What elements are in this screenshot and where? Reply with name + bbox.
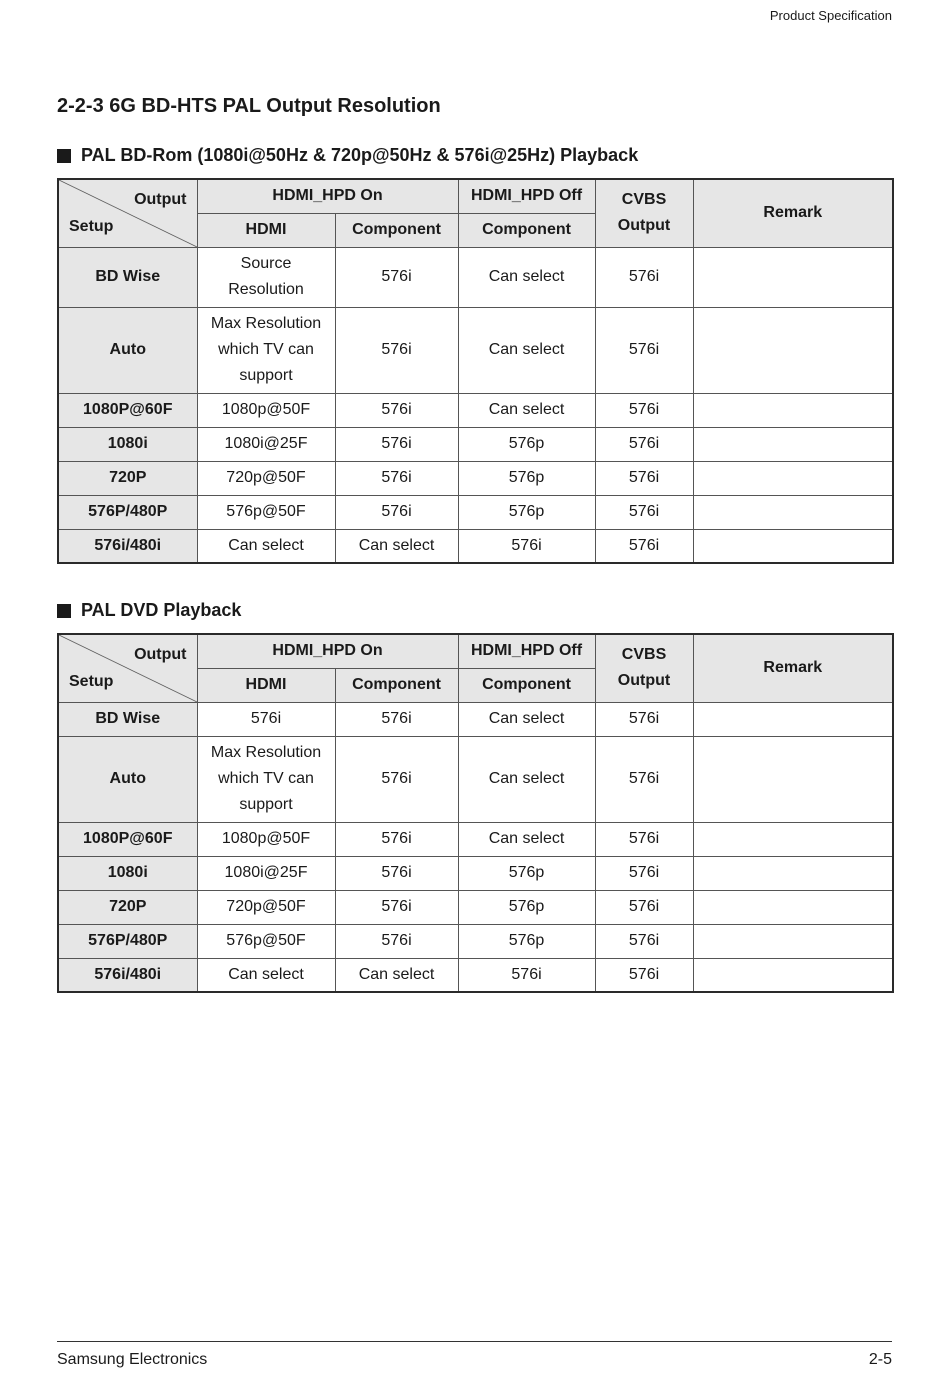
table-row: [58, 890, 893, 924]
table-title-bd-rom: [57, 145, 638, 166]
cvbs-output-header: [595, 634, 693, 702]
hdmi-cell-line: Can select: [228, 965, 304, 983]
component-off-cell: Can select: [458, 247, 595, 307]
component-on-cell: 576i: [335, 247, 458, 307]
corner-setup-label: Setup: [69, 217, 114, 235]
remark-cell: [693, 495, 893, 529]
setup-cell: 1080i: [58, 427, 197, 461]
hdmi-cell-line: 1080p@50F: [221, 401, 311, 418]
component-on-cell: Can select: [335, 529, 458, 563]
component-off-cell: Can select: [458, 702, 595, 736]
cvbs-cell: 576i: [595, 822, 693, 856]
hdmi-hpd-off-header: HDMI_HPD Off: [458, 179, 595, 213]
cvbs-header-line2: Output: [617, 672, 671, 690]
cvbs-header-line2: Output: [617, 217, 671, 235]
table-title-text: PAL DVD Playback: [81, 600, 242, 620]
component-on-cell: 576i: [335, 890, 458, 924]
hdmi-cell-line: Resolution: [228, 281, 304, 298]
component-off-cell: Can select: [458, 736, 595, 822]
remark-cell: [693, 890, 893, 924]
corner-output-label: Output: [134, 646, 187, 663]
cvbs-cell: 576i: [595, 924, 693, 958]
component-on-cell: 576i: [335, 461, 458, 495]
setup-cell: Auto: [58, 736, 197, 822]
component-on-cell: 576i: [335, 495, 458, 529]
table-row: [58, 461, 893, 495]
component-off-cell: 576p: [458, 890, 595, 924]
remark-cell: [693, 856, 893, 890]
remark-cell: [693, 461, 893, 495]
component-on-cell: 576i: [335, 736, 458, 822]
cvbs-cell: 576i: [595, 890, 693, 924]
component-off-cell: 576p: [458, 495, 595, 529]
corner-output-label: Output: [134, 191, 187, 208]
hdmi-cell-line: support: [239, 367, 293, 384]
section-title: 2-2-3 6G BD-HTS PAL Output Resolution: [57, 95, 441, 117]
remark-cell: [693, 307, 893, 393]
component-on-cell: 576i: [335, 702, 458, 736]
remark-cell: [693, 702, 893, 736]
hdmi-cell: [197, 890, 335, 924]
hdmi-cell: [197, 529, 335, 563]
corner-header-cell: [58, 179, 197, 247]
component-on-cell: 576i: [335, 307, 458, 393]
hdmi-cell: [197, 822, 335, 856]
table-row: [58, 702, 893, 736]
table-row: [58, 307, 893, 393]
setup-cell: BD Wise: [58, 247, 197, 307]
component-off-cell: 576p: [458, 427, 595, 461]
component-off-cell: 576p: [458, 924, 595, 958]
cvbs-cell: 576i: [595, 856, 693, 890]
cvbs-cell: 576i: [595, 958, 693, 992]
setup-cell: 1080i: [58, 856, 197, 890]
table-row: [58, 495, 893, 529]
component-off-column-header: Component: [458, 668, 595, 702]
dvd-resolution-table: [57, 633, 894, 993]
cvbs-cell: 576i: [595, 495, 693, 529]
hdmi-cell-line: Source: [240, 255, 292, 272]
hdmi-column-header: HDMI: [197, 668, 335, 702]
footer-page-number: 2-5: [868, 1351, 892, 1368]
remark-cell: [693, 958, 893, 992]
cvbs-cell: 576i: [595, 427, 693, 461]
hdmi-cell-line: Max Resolution: [210, 744, 322, 761]
component-off-cell: Can select: [458, 822, 595, 856]
component-on-cell: 576i: [335, 856, 458, 890]
square-bullet-icon: [57, 604, 71, 618]
table-row: [58, 427, 893, 461]
setup-cell: 576i/480i: [58, 958, 197, 992]
component-off-cell: 576i: [458, 529, 595, 563]
table-row: [58, 736, 893, 822]
cvbs-cell: 576i: [595, 393, 693, 427]
setup-cell: 576P/480P: [58, 924, 197, 958]
component-off-cell: 576p: [458, 461, 595, 495]
footer-company: Samsung Electronics: [57, 1351, 208, 1368]
hdmi-cell-line: 1080i@25F: [224, 864, 308, 881]
hdmi-cell: [197, 461, 335, 495]
table-title-text: PAL BD-Rom (1080i@50Hz & 720p@50Hz & 576i@25Hz) Playback: [81, 145, 639, 165]
setup-cell: 720P: [58, 461, 197, 495]
hdmi-cell: [197, 495, 335, 529]
cvbs-cell: 576i: [595, 529, 693, 563]
component-on-cell: 576i: [335, 427, 458, 461]
component-off-cell: 576p: [458, 856, 595, 890]
component-off-cell: 576i: [458, 958, 595, 992]
component-on-cell: 576i: [335, 393, 458, 427]
square-bullet-icon: [57, 149, 71, 163]
hdmi-cell: [197, 702, 335, 736]
corner-setup-label: Setup: [69, 672, 114, 690]
component-on-cell: 576i: [335, 822, 458, 856]
table-row: [58, 529, 893, 563]
component-on-column-header: Component: [335, 213, 458, 247]
setup-cell: 576i/480i: [58, 529, 197, 563]
hdmi-column-header: HDMI: [197, 213, 335, 247]
remark-cell: [693, 822, 893, 856]
setup-cell: 1080P@60F: [58, 822, 197, 856]
cvbs-header-line1: CVBS: [621, 646, 667, 664]
table-row: [58, 393, 893, 427]
hdmi-cell-line: which TV can: [218, 770, 314, 787]
footer-divider: [57, 1341, 892, 1342]
hdmi-cell: [197, 856, 335, 890]
setup-cell: 720P: [58, 890, 197, 924]
cvbs-cell: 576i: [595, 702, 693, 736]
remark-cell: [693, 924, 893, 958]
component-off-cell: Can select: [458, 393, 595, 427]
hdmi-hpd-on-header: HDMI_HPD On: [197, 634, 458, 668]
table-row: [58, 822, 893, 856]
hdmi-cell-line: 1080p@50F: [221, 830, 311, 847]
hdmi-cell-line: 720p@50F: [226, 898, 306, 915]
hdmi-cell: [197, 427, 335, 461]
cvbs-cell: 576i: [595, 736, 693, 822]
remark-cell: [693, 736, 893, 822]
hdmi-cell-line: 576i: [250, 710, 282, 727]
cvbs-cell: 576i: [595, 247, 693, 307]
hdmi-cell-line: Can select: [228, 536, 304, 554]
component-on-cell: Can select: [335, 958, 458, 992]
remark-cell: [693, 427, 893, 461]
component-on-column-header: Component: [335, 668, 458, 702]
cvbs-cell: 576i: [595, 461, 693, 495]
setup-cell: Auto: [58, 307, 197, 393]
hdmi-cell-line: 576p@50F: [226, 503, 306, 520]
hdmi-cell-line: which TV can: [218, 341, 314, 358]
hdmi-cell: [197, 958, 335, 992]
cvbs-cell: 576i: [595, 307, 693, 393]
table-row: [58, 856, 893, 890]
setup-cell: 576P/480P: [58, 495, 197, 529]
hdmi-cell-line: Max Resolution: [210, 315, 322, 332]
component-off-column-header: Component: [458, 213, 595, 247]
hdmi-hpd-on-header: HDMI_HPD On: [197, 179, 458, 213]
component-off-cell: Can select: [458, 307, 595, 393]
hdmi-cell: [197, 924, 335, 958]
table-row: [58, 958, 893, 992]
hdmi-cell-line: 720p@50F: [226, 469, 306, 486]
remark-cell: [693, 529, 893, 563]
remark-cell: [693, 247, 893, 307]
hdmi-hpd-off-header: HDMI_HPD Off: [458, 634, 595, 668]
page-header: Product Specification: [769, 8, 892, 23]
table-row: [58, 924, 893, 958]
remark-header: Remark: [693, 634, 893, 702]
table-title-dvd: [57, 600, 241, 621]
hdmi-cell: [197, 247, 335, 307]
cvbs-header-line1: CVBS: [621, 191, 667, 209]
corner-header-cell: [58, 634, 197, 702]
hdmi-cell-line: 1080i@25F: [224, 435, 308, 452]
setup-cell: BD Wise: [58, 702, 197, 736]
remark-header: Remark: [693, 179, 893, 247]
hdmi-cell: [197, 736, 335, 822]
component-on-cell: 576i: [335, 924, 458, 958]
bd-rom-resolution-table: [57, 178, 894, 564]
hdmi-cell-line: support: [239, 796, 293, 813]
hdmi-cell-line: 576p@50F: [226, 932, 306, 949]
cvbs-output-header: [595, 179, 693, 247]
hdmi-cell: [197, 393, 335, 427]
setup-cell: 1080P@60F: [58, 393, 197, 427]
remark-cell: [693, 393, 893, 427]
table-row: [58, 247, 893, 307]
hdmi-cell: [197, 307, 335, 393]
